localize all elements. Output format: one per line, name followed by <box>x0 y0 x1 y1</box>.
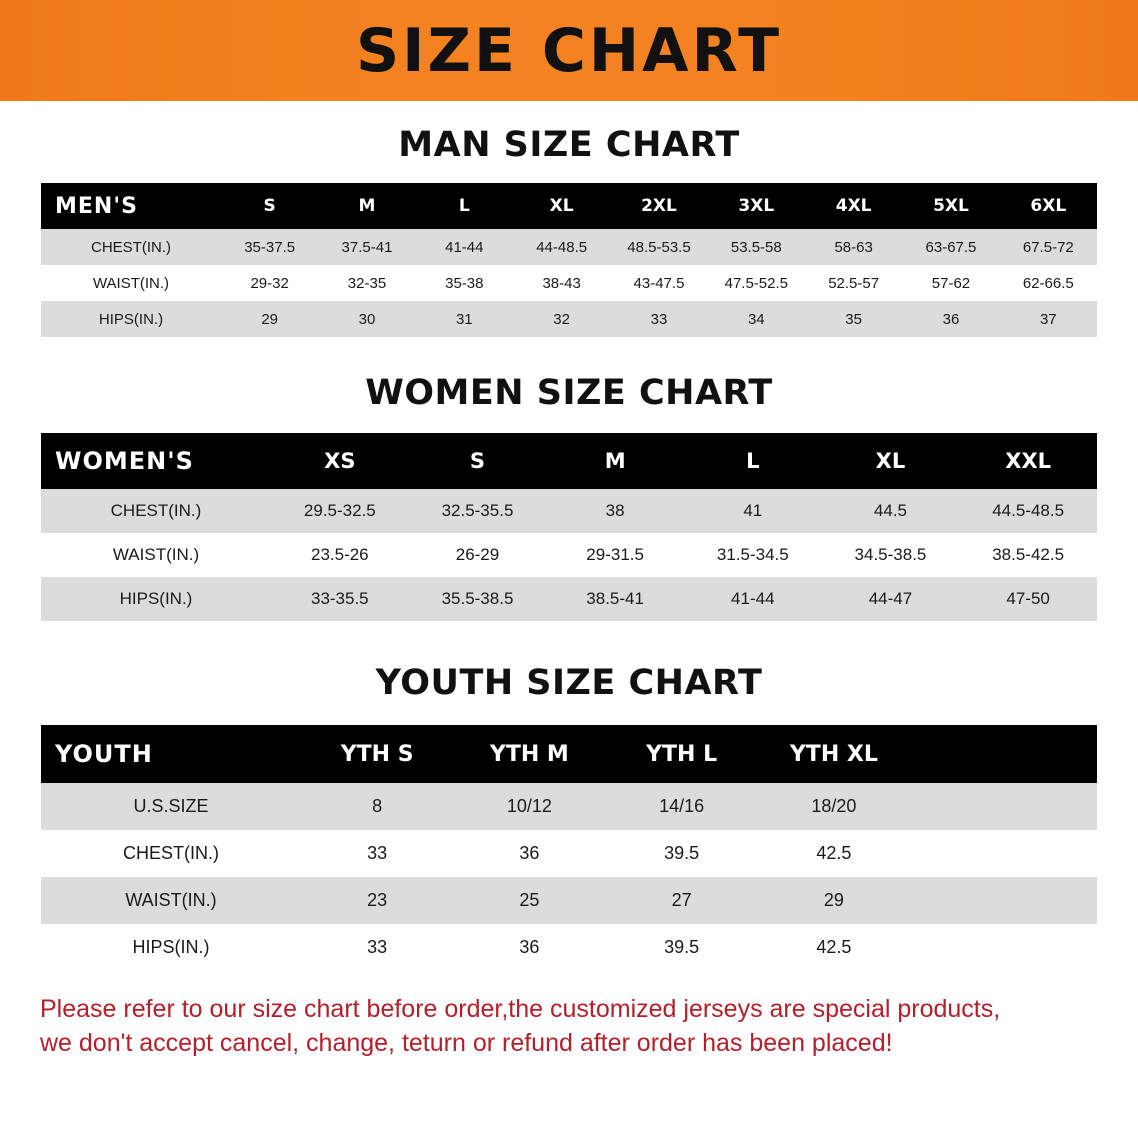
youth-cell-0-0: 8 <box>301 783 453 830</box>
man-cell-2-8: 37 <box>1000 301 1097 337</box>
youth-cell-0-1: 10/12 <box>453 783 605 830</box>
man-cell-1-1: 32-35 <box>318 265 415 301</box>
man-cell-1-5: 47.5-52.5 <box>708 265 805 301</box>
youth-cell-3-0: 33 <box>301 924 453 971</box>
man-header-row <box>41 183 1097 229</box>
man-cell-2-1: 30 <box>318 301 415 337</box>
man-size-table <box>41 183 1097 337</box>
table-row <box>41 229 1097 265</box>
youth-cell-3-3: 42.5 <box>758 924 910 971</box>
women-cell-1-0: 23.5-26 <box>271 533 409 577</box>
youth-size-table <box>41 725 1097 971</box>
man-cell-0-1: 37.5-41 <box>318 229 415 265</box>
youth-header-label: YOUTH <box>41 725 301 783</box>
man-cell-1-4: 43-47.5 <box>610 265 707 301</box>
table-row <box>41 489 1097 533</box>
women-cell-0-1: 32.5-35.5 <box>409 489 547 533</box>
man-col-header-6: 4XL <box>805 183 902 229</box>
man-col-header-2: L <box>416 183 513 229</box>
man-cell-1-6: 52.5-57 <box>805 265 902 301</box>
table-row <box>41 301 1097 337</box>
man-cell-2-2: 31 <box>416 301 513 337</box>
women-cell-2-3: 41-44 <box>684 577 822 621</box>
man-row-label-2: HIPS(IN.) <box>41 301 221 337</box>
youth-cell-1-1: 36 <box>453 830 605 877</box>
women-section-heading: WOMEN SIZE CHART <box>365 373 773 413</box>
women-cell-2-0: 33-35.5 <box>271 577 409 621</box>
man-cell-0-4: 48.5-53.5 <box>610 229 707 265</box>
youth-table-wrap <box>41 725 1097 971</box>
man-cell-2-4: 33 <box>610 301 707 337</box>
youth-cell-2-0: 23 <box>301 877 453 924</box>
youth-col-header-3: YTH XL <box>758 725 910 783</box>
youth-cell-2-1: 25 <box>453 877 605 924</box>
youth-cell-0-2: 14/16 <box>606 783 758 830</box>
youth-cell-3-spacer <box>910 924 1097 971</box>
women-col-header-3: L <box>684 433 822 489</box>
women-cell-0-4: 44.5 <box>822 489 960 533</box>
youth-cell-1-0: 33 <box>301 830 453 877</box>
footer-note-line-1: Please refer to our size chart before order,the customized jerseys are special products, <box>40 995 1001 1023</box>
man-col-header-7: 5XL <box>902 183 999 229</box>
women-col-header-2: M <box>546 433 684 489</box>
man-cell-1-7: 57-62 <box>902 265 999 301</box>
youth-table-head <box>41 725 1097 783</box>
man-col-header-5: 3XL <box>708 183 805 229</box>
man-col-header-0: S <box>221 183 318 229</box>
women-cell-2-1: 35.5-38.5 <box>409 577 547 621</box>
footer-note-line-2: we don't accept cancel, change, teturn or refund after order has been placed! <box>40 1028 893 1057</box>
youth-cell-2-2: 27 <box>606 877 758 924</box>
women-col-header-0: XS <box>271 433 409 489</box>
youth-row-label-0: U.S.SIZE <box>41 783 301 830</box>
youth-header-row <box>41 725 1097 783</box>
man-cell-2-7: 36 <box>902 301 999 337</box>
man-table-body <box>41 229 1097 337</box>
youth-col-header-2: YTH L <box>606 725 758 783</box>
youth-cell-2-spacer <box>910 877 1097 924</box>
youth-cell-0-3: 18/20 <box>758 783 910 830</box>
women-cell-0-2: 38 <box>546 489 684 533</box>
women-cell-0-0: 29.5-32.5 <box>271 489 409 533</box>
women-cell-1-1: 26-29 <box>409 533 547 577</box>
page-title: SIZE CHART <box>355 15 783 86</box>
youth-row-label-3: HIPS(IN.) <box>41 924 301 971</box>
youth-col-header-spacer <box>910 725 1097 783</box>
women-row-label-2: HIPS(IN.) <box>41 577 271 621</box>
man-cell-0-7: 63-67.5 <box>902 229 999 265</box>
women-header-label: WOMEN'S <box>41 433 271 489</box>
women-cell-0-5: 44.5-48.5 <box>959 489 1097 533</box>
man-col-header-4: 2XL <box>610 183 707 229</box>
youth-cell-2-3: 29 <box>758 877 910 924</box>
man-header-label: MEN'S <box>41 183 221 229</box>
youth-row-label-2: WAIST(IN.) <box>41 877 301 924</box>
youth-cell-3-1: 36 <box>453 924 605 971</box>
man-cell-0-3: 44-48.5 <box>513 229 610 265</box>
youth-cell-1-spacer <box>910 830 1097 877</box>
man-cell-1-0: 29-32 <box>221 265 318 301</box>
women-header-row <box>41 433 1097 489</box>
women-cell-2-2: 38.5-41 <box>546 577 684 621</box>
youth-table-body <box>41 783 1097 971</box>
man-cell-0-6: 58-63 <box>805 229 902 265</box>
page-banner <box>0 0 1138 101</box>
man-row-label-0: CHEST(IN.) <box>41 229 221 265</box>
table-row <box>41 265 1097 301</box>
youth-cell-1-3: 42.5 <box>758 830 910 877</box>
youth-row-label-1: CHEST(IN.) <box>41 830 301 877</box>
man-cell-0-5: 53.5-58 <box>708 229 805 265</box>
table-row <box>41 877 1097 924</box>
table-row <box>41 533 1097 577</box>
women-col-header-1: S <box>409 433 547 489</box>
youth-cell-3-2: 39.5 <box>606 924 758 971</box>
man-section-heading: MAN SIZE CHART <box>398 125 740 165</box>
youth-col-header-0: YTH S <box>301 725 453 783</box>
table-row <box>41 924 1097 971</box>
man-row-label-1: WAIST(IN.) <box>41 265 221 301</box>
women-cell-0-3: 41 <box>684 489 822 533</box>
man-col-header-1: M <box>318 183 415 229</box>
man-col-header-8: 6XL <box>1000 183 1097 229</box>
man-cell-2-6: 35 <box>805 301 902 337</box>
women-table-head <box>41 433 1097 489</box>
women-cell-1-3: 31.5-34.5 <box>684 533 822 577</box>
women-table-wrap <box>41 433 1097 621</box>
youth-cell-1-2: 39.5 <box>606 830 758 877</box>
table-row <box>41 577 1097 621</box>
women-cell-2-5: 47-50 <box>959 577 1097 621</box>
youth-cell-0-spacer <box>910 783 1097 830</box>
women-size-table <box>41 433 1097 621</box>
footer-note <box>40 993 1098 1061</box>
man-cell-2-5: 34 <box>708 301 805 337</box>
man-cell-0-2: 41-44 <box>416 229 513 265</box>
table-row <box>41 830 1097 877</box>
man-cell-0-8: 67.5-72 <box>1000 229 1097 265</box>
women-col-header-4: XL <box>822 433 960 489</box>
women-cell-1-5: 38.5-42.5 <box>959 533 1097 577</box>
table-row <box>41 783 1097 830</box>
women-cell-1-4: 34.5-38.5 <box>822 533 960 577</box>
women-cell-1-2: 29-31.5 <box>546 533 684 577</box>
youth-col-header-1: YTH M <box>453 725 605 783</box>
man-cell-1-3: 38-43 <box>513 265 610 301</box>
man-cell-2-3: 32 <box>513 301 610 337</box>
man-cell-1-2: 35-38 <box>416 265 513 301</box>
man-table-head <box>41 183 1097 229</box>
women-cell-2-4: 44-47 <box>822 577 960 621</box>
man-cell-1-8: 62-66.5 <box>1000 265 1097 301</box>
women-table-body <box>41 489 1097 621</box>
women-row-label-0: CHEST(IN.) <box>41 489 271 533</box>
women-col-header-5: XXL <box>959 433 1097 489</box>
man-cell-2-0: 29 <box>221 301 318 337</box>
youth-section-heading: YOUTH SIZE CHART <box>375 663 763 703</box>
women-row-label-1: WAIST(IN.) <box>41 533 271 577</box>
man-cell-0-0: 35-37.5 <box>221 229 318 265</box>
man-table-wrap <box>41 183 1097 337</box>
man-col-header-3: XL <box>513 183 610 229</box>
